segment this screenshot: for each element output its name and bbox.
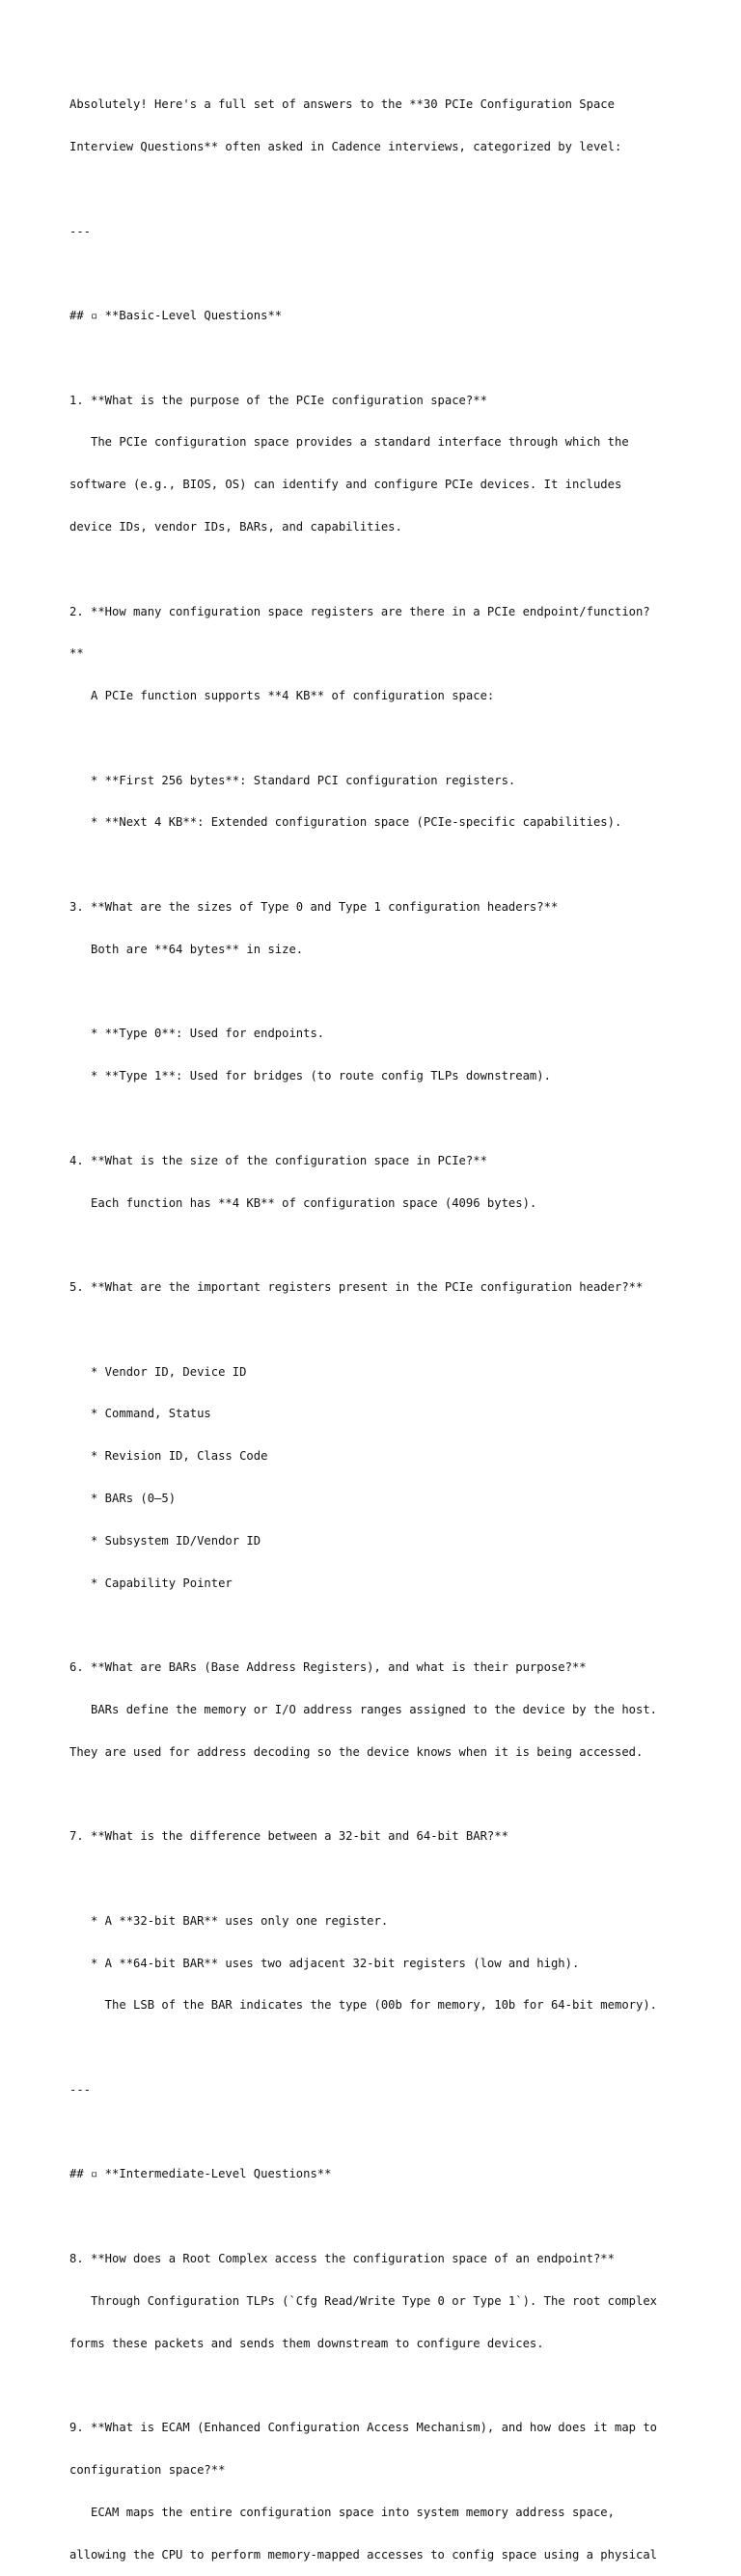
bullet-item: * Subsystem ID/Vendor ID — [69, 1533, 261, 1548]
bullet-item: * **Type 1**: Used for bridges (to route config TLPs downstream). — [69, 1069, 551, 1083]
text-line — [69, 1872, 687, 1886]
bullet-item: * Capability Pointer — [69, 1576, 233, 1590]
question-2-continued: ** — [69, 646, 84, 661]
text-line: Interview Questions** often asked in Cadence interviews, categorized by level: — [69, 139, 622, 153]
bullet-item: * **Next 4 KB**: Extended configuration space (PCIe-specific capabilities). — [69, 815, 622, 830]
answer-text: Both are **64 bytes** in size. — [69, 942, 304, 956]
bullet-item: * Command, Status — [69, 1407, 211, 1421]
text-line — [69, 2209, 687, 2224]
text-line — [69, 731, 687, 746]
text-line: Absolutely! Here's a full set of answers to the **30 PCIe Configuration Space — [69, 97, 615, 112]
question-5: 5. **What are the important registers present in the PCIe configuration header?** — [69, 1280, 644, 1295]
bullet-item: * A **32-bit BAR** uses only one register. — [69, 1913, 389, 1928]
answer-text: Each function has **4 KB** of configuration space (4096 bytes). — [69, 1195, 537, 1210]
text-line — [69, 351, 687, 366]
document-text — [69, 69, 687, 2576]
text-line — [69, 1618, 687, 1632]
text-line — [69, 985, 687, 1000]
text-line — [69, 858, 687, 872]
answer-text: Through Configuration TLPs (`Cfg Read/Write Type 0 or Type 1`). The root complex — [69, 2293, 658, 2308]
question-9-continued: configuration space?** — [69, 2462, 226, 2477]
divider: --- — [69, 224, 92, 238]
text-line — [69, 2125, 687, 2140]
answer-text: allowing the CPU to perform memory-mapped accesses to config space using a physical — [69, 2547, 658, 2562]
bullet-item: * BARs (0–5) — [69, 1491, 177, 1505]
text-line — [69, 562, 687, 577]
question-1: 1. **What is the purpose of the PCIe configuration space?** — [69, 393, 487, 407]
text-line — [69, 1238, 687, 1252]
bullet-item: * Revision ID, Class Code — [69, 1449, 268, 1464]
answer-text: ECAM maps the entire configuration space into system memory address space, — [69, 2505, 615, 2519]
bullet-item: * Vendor ID, Device ID — [69, 1364, 247, 1379]
bullet-item: * **First 256 bytes**: Standard PCI configuration registers. — [69, 773, 516, 787]
text-line — [69, 182, 687, 197]
answer-text: software (e.g., BIOS, OS) can identify and configure PCIe devices. It includes — [69, 478, 622, 492]
question-4: 4. **What is the size of the configuration space in PCIe?** — [69, 1153, 487, 1167]
bullet-item: * A **64-bit BAR** uses two adjacent 32-bit registers (low and high). — [69, 1956, 580, 1970]
question-7: 7. **What is the difference between a 32-bit and 64-bit BAR?** — [69, 1829, 508, 1844]
question-3: 3. **What are the sizes of Type 0 and Type 1 configuration headers?** — [69, 900, 559, 915]
question-6: 6. **What are BARs (Base Address Registers), and what is their purpose?** — [69, 1660, 587, 1675]
text-line — [69, 1111, 687, 1126]
text-line — [69, 2041, 687, 2055]
divider: --- — [69, 2082, 92, 2096]
question-8: 8. **How does a Root Complex access the configuration space of an endpoint?** — [69, 2252, 615, 2266]
question-2: 2. **How many configuration space registers are there in a PCIe endpoint/function? — [69, 604, 650, 618]
text-line — [69, 1323, 687, 1337]
section-heading: ## ▫ **Basic-Level Questions** — [69, 309, 283, 323]
answer-text: device IDs, vendor IDs, BARs, and capabilities. — [69, 520, 402, 534]
bullet-item: * **Type 0**: Used for endpoints. — [69, 1027, 325, 1041]
text-line — [69, 266, 687, 281]
answer-text: The PCIe configuration space provides a standard interface through which the — [69, 435, 629, 450]
bullet-continued: The LSB of the BAR indicates the type (00b for memory, 10b for 64-bit memory). — [69, 1998, 658, 2013]
question-9: 9. **What is ECAM (Enhanced Configuration Access Mechanism), and how does it map to — [69, 2421, 658, 2435]
answer-text: They are used for address decoding so the device knows when it is being accessed. — [69, 1744, 644, 1759]
section-heading: ## ▫ **Intermediate-Level Questions** — [69, 2167, 332, 2181]
answer-text: BARs define the memory or I/O address ranges assigned to the device by the host. — [69, 1702, 658, 1716]
answer-text: A PCIe function supports **4 KB** of configuration space: — [69, 689, 495, 703]
text-line — [69, 1787, 687, 1801]
answer-text: forms these packets and sends them downstream to configure devices. — [69, 2336, 544, 2350]
text-line — [69, 2378, 687, 2393]
